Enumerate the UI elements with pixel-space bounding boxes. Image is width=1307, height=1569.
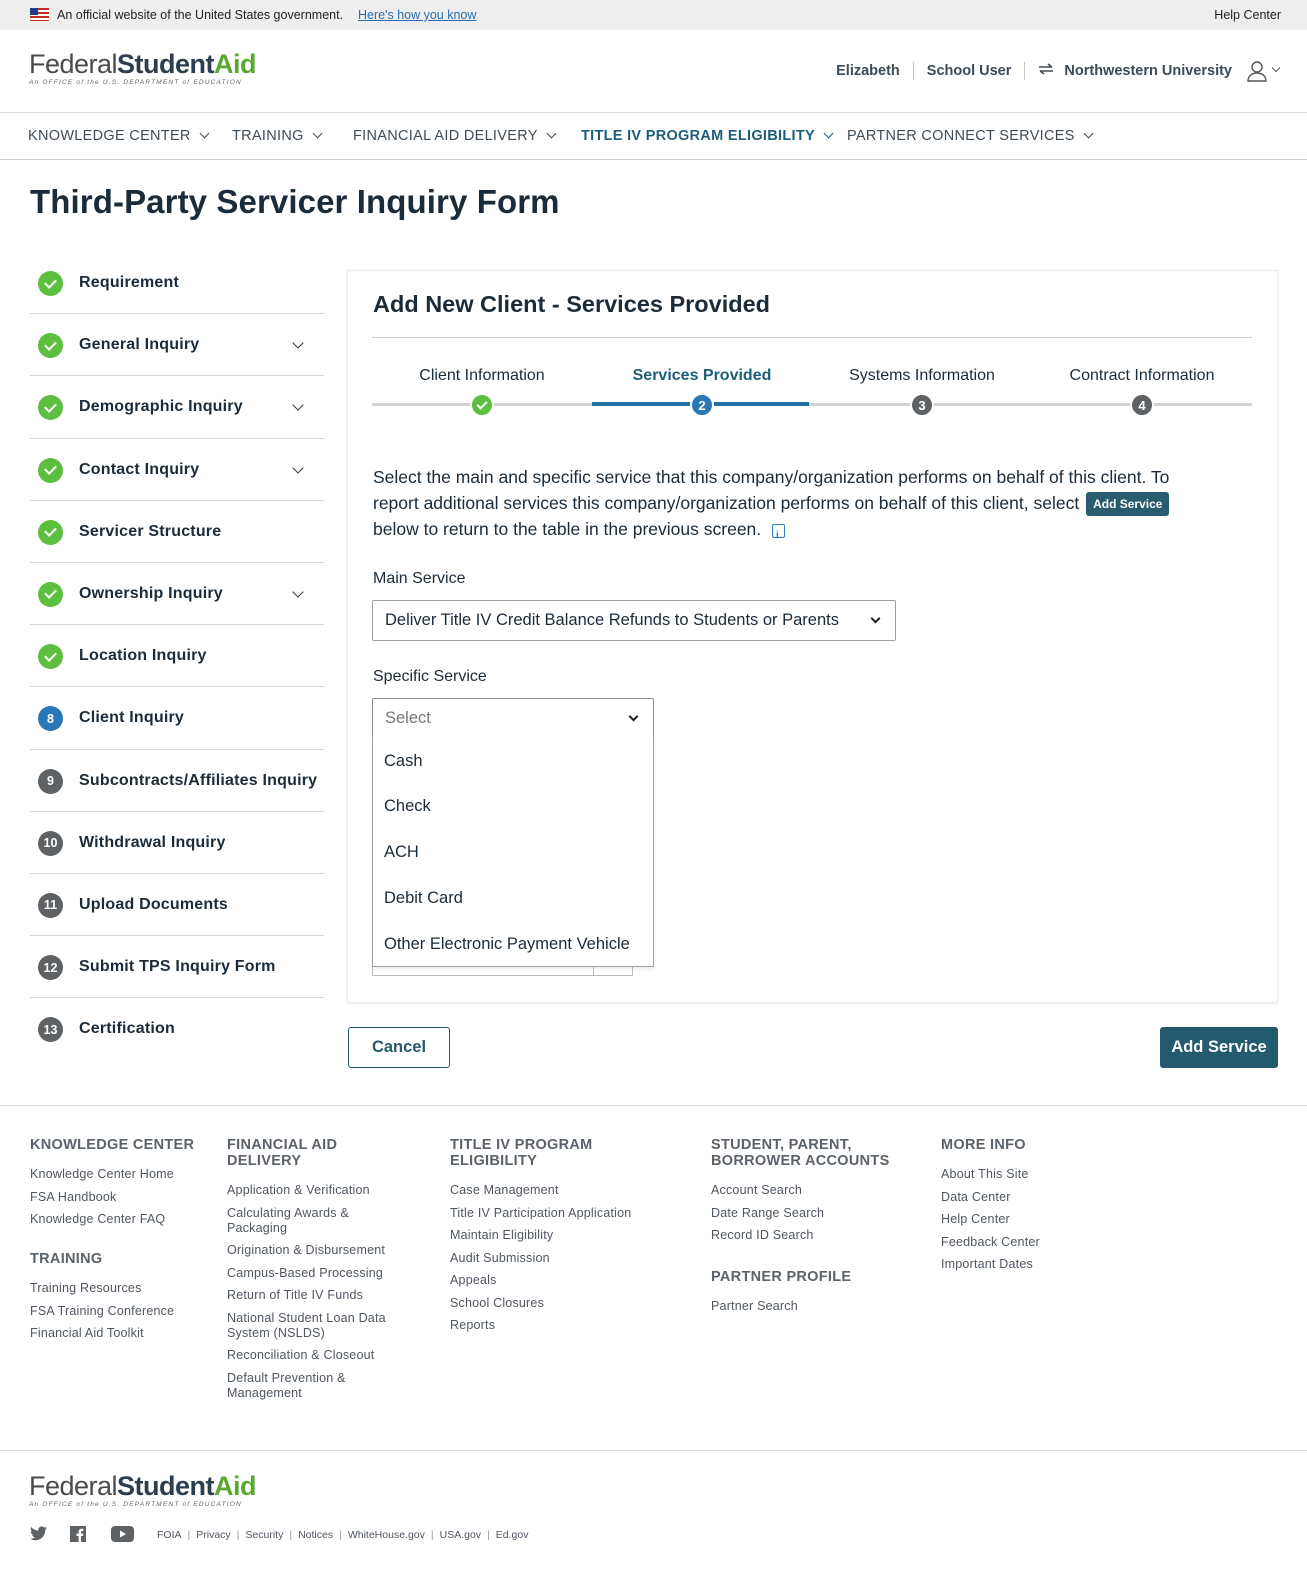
check-circle-icon — [470, 393, 494, 417]
chevron-down-icon[interactable] — [292, 338, 303, 349]
step-label: Upload Documents — [79, 895, 228, 913]
footer-column-training — [30, 1251, 200, 1349]
check-circle-icon — [38, 333, 63, 358]
step-number-badge: 12 — [38, 955, 63, 980]
site-header — [0, 30, 1307, 113]
footer-link[interactable]: Title IV Participation Application — [450, 1205, 632, 1220]
specific-service-select[interactable]: Select — [372, 698, 654, 739]
step-upload-documents[interactable] — [30, 874, 324, 936]
footer-link[interactable]: Reports — [450, 1318, 496, 1332]
step-label: Certification — [79, 1020, 175, 1038]
step-number-badge: 11 — [38, 893, 63, 918]
heres-how-you-know-link[interactable]: Here's how you know — [358, 8, 477, 22]
info-icon[interactable] — [772, 524, 785, 538]
specific-service-dropdown — [372, 737, 654, 967]
progress-steps — [30, 252, 324, 1060]
step-withdrawal-inquiry[interactable] — [30, 812, 324, 874]
nav-partner-connect-services[interactable]: PARTNER CONNECT SERVICES — [847, 128, 1092, 144]
step-label: Requirement — [79, 274, 179, 291]
chevron-down-icon[interactable] — [292, 400, 303, 411]
legal-link[interactable]: WhiteHouse.gov — [347, 1529, 425, 1541]
facebook-icon[interactable] — [70, 1526, 86, 1547]
step-number-badge: 13 — [38, 1017, 63, 1042]
divider — [1024, 62, 1025, 80]
footer-heading: STUDENT, PARENT, BORROWER ACCOUNTS — [711, 1137, 890, 1169]
step-certification[interactable] — [30, 998, 324, 1060]
logo-subtitle: An OFFICE of the U.S. DEPARTMENT of EDUCATION — [29, 79, 242, 86]
divider: | — [236, 1529, 240, 1541]
footer-link[interactable]: Record ID Search — [711, 1228, 814, 1242]
tab-client-information[interactable] — [372, 367, 592, 385]
step-general-inquiry[interactable] — [30, 314, 324, 376]
option-ach[interactable]: ACH — [384, 843, 419, 861]
footer-link[interactable]: Calculating Awards & Packaging — [227, 1205, 349, 1235]
chevron-down-icon — [824, 129, 834, 139]
tab-label: Client Information — [419, 367, 545, 384]
footer-link[interactable]: Training Resources — [30, 1281, 142, 1295]
chevron-down-icon — [199, 129, 209, 139]
footer-heading: TITLE IV PROGRAM ELIGIBILITY — [450, 1137, 593, 1169]
switch-institution-icon[interactable] — [1038, 63, 1054, 79]
user-area — [836, 60, 1279, 82]
tab-label: Systems Information — [849, 367, 995, 384]
footer-link[interactable]: Feedback Center — [941, 1234, 1040, 1249]
main-service-label: Main Service — [373, 570, 466, 587]
check-circle-icon — [38, 395, 63, 420]
tab-label: Services Provided — [632, 367, 772, 384]
footer-link[interactable]: Application & Verification — [227, 1183, 370, 1197]
divider: | — [187, 1529, 191, 1541]
step-label: Demographic Inquiry — [79, 398, 243, 416]
divider: | — [430, 1529, 434, 1541]
main-service-select[interactable]: Deliver Title IV Credit Balance Refunds to Students or Parents — [372, 600, 896, 641]
footer-column-title-iv-program-eligibility — [450, 1137, 650, 1341]
footer-link[interactable]: Date Range Search — [711, 1205, 825, 1220]
footer-link[interactable]: Return of Title IV Funds — [227, 1288, 364, 1302]
check-circle-icon — [38, 582, 63, 607]
footer-link[interactable]: Audit Submission — [450, 1250, 550, 1265]
divider: | — [487, 1529, 490, 1541]
option-other-electronic-payment-vehicle[interactable]: Other Electronic Payment Vehicle — [384, 935, 630, 953]
footer-link[interactable]: Help Center — [941, 1212, 1010, 1226]
step-number-badge: 10 — [38, 831, 63, 856]
footer-link[interactable]: FSA Handbook — [30, 1189, 117, 1204]
step-number-badge: 8 — [38, 706, 63, 731]
logo-federal: Federal — [29, 49, 118, 79]
tab-step-number: 3 — [910, 393, 934, 417]
step-label: General Inquiry — [79, 336, 200, 354]
check-circle-icon — [38, 271, 63, 296]
footer-link[interactable]: About This Site — [941, 1167, 1029, 1181]
check-circle-icon — [38, 520, 63, 545]
footer-link[interactable]: Knowledge Center FAQ — [30, 1212, 166, 1226]
youtube-icon[interactable] — [111, 1526, 134, 1547]
chevron-down-icon — [312, 129, 322, 139]
tab-services-provided[interactable] — [592, 367, 812, 413]
footer-heading: PARTNER PROFILE — [711, 1269, 852, 1285]
step-requirement[interactable] — [30, 252, 324, 314]
add-service-button[interactable]: Add Service — [1160, 1027, 1278, 1068]
step-label: Submit TPS Inquiry Form — [79, 958, 276, 976]
step-demographic-inquiry[interactable] — [30, 376, 324, 438]
step-label: Ownership Inquiry — [79, 584, 223, 602]
step-location-inquiry[interactable] — [30, 625, 324, 687]
footer-link[interactable]: Reconciliation & Closeout — [227, 1348, 375, 1362]
tab-label: Contract Information — [1069, 367, 1215, 384]
step-subcontracts-affiliates-inquiry[interactable] — [30, 750, 324, 812]
step-contact-inquiry[interactable] — [30, 439, 324, 501]
help-center-link[interactable]: Help Center — [1214, 8, 1281, 22]
footer-column-more-info — [941, 1137, 1091, 1280]
legal-link[interactable]: Notices — [298, 1529, 334, 1541]
chevron-down-icon — [1083, 129, 1093, 139]
step-label: Subcontracts/Affiliates Inquiry — [79, 771, 318, 789]
nav-title-iv-program-eligibility[interactable]: TITLE IV PROGRAM ELIGIBILITY — [581, 128, 832, 144]
legal-link[interactable]: Security — [245, 1529, 284, 1541]
divider — [913, 62, 914, 80]
footer-link[interactable]: Important Dates — [941, 1257, 1033, 1271]
footer-link[interactable]: School Closures — [450, 1295, 545, 1310]
divider: | — [339, 1529, 342, 1541]
footer-link[interactable]: Appeals — [450, 1273, 497, 1287]
nav-training[interactable]: TRAINING — [232, 128, 321, 144]
footer-column-financial-aid-delivery — [227, 1137, 407, 1408]
chevron-down-icon — [1272, 64, 1280, 72]
footer-link[interactable]: National Student Loan Data System (NSLDS) — [227, 1310, 386, 1340]
footer-link[interactable]: Maintain Eligibility — [450, 1228, 554, 1242]
specific-service-label: Specific Service — [373, 668, 487, 685]
nav-financial-aid-delivery[interactable]: FINANCIAL AID DELIVERY — [353, 128, 555, 144]
form-card — [348, 271, 1277, 1002]
institution-name[interactable]: Northwestern University — [1064, 63, 1232, 79]
footer-heading: FINANCIAL AID DELIVERY — [227, 1137, 338, 1169]
instructions-text-end: below to return to the table in the previous screen. — [373, 519, 762, 540]
check-circle-icon — [38, 644, 63, 669]
tab-step-number: 2 — [690, 393, 714, 417]
footer-link[interactable]: FSA Training Conference — [30, 1303, 175, 1318]
us-flag-icon — [30, 8, 49, 21]
user-menu-button[interactable] — [1246, 60, 1279, 82]
twitter-icon[interactable] — [30, 1526, 47, 1546]
gov-banner-text: An official website of the United States government. — [57, 8, 344, 22]
chevron-down-icon — [871, 614, 881, 624]
chevron-down-icon — [629, 712, 639, 722]
tab-step-number: 4 — [1130, 393, 1154, 417]
divider: | — [289, 1529, 293, 1541]
footer-link[interactable]: Knowledge Center Home — [30, 1167, 174, 1181]
chevron-down-icon — [546, 129, 556, 139]
footer-column-partner-profile — [711, 1269, 891, 1322]
logo-aid: Aid — [214, 49, 257, 79]
chevron-down-icon[interactable] — [292, 462, 303, 473]
logo-student: Student — [117, 49, 215, 79]
chevron-down-icon[interactable] — [292, 586, 303, 597]
card-title: Add New Client - Services Provided — [373, 291, 770, 317]
nav-knowledge-center[interactable]: KNOWLEDGE CENTER — [28, 128, 208, 144]
step-submit-tps-inquiry-form[interactable] — [30, 936, 324, 998]
instructions-text: Select the main and specific service that this company/organization performs on behalf of this client. To report additional services this company/organization performs on behalf of this client, select — [373, 467, 1170, 513]
step-label: Withdrawal Inquiry — [79, 833, 226, 851]
page-title: Third-Party Servicer Inquiry Form — [30, 183, 560, 220]
user-name[interactable]: Elizabeth — [836, 63, 900, 79]
inline-add-service-button[interactable]: Add Service — [1086, 492, 1169, 516]
step-number-badge: 9 — [38, 769, 63, 794]
footer-link[interactable]: Default Prevention & Management — [227, 1370, 346, 1400]
tabs-track — [372, 403, 1252, 406]
legal-links — [157, 1529, 529, 1541]
footer-link[interactable]: Data Center — [941, 1189, 1011, 1204]
step-client-inquiry[interactable] — [30, 687, 324, 749]
footer-link[interactable]: Account Search — [711, 1183, 803, 1197]
user-icon — [1246, 60, 1268, 82]
step-label: Contact Inquiry — [79, 460, 200, 478]
footer-link[interactable]: Origination & Disbursement — [227, 1243, 386, 1257]
footer-link[interactable]: Campus-Based Processing — [227, 1265, 384, 1280]
step-label: Servicer Structure — [79, 522, 222, 540]
footer-fsa-logo[interactable]: FederalStudentAid An OFFICE of the U.S. DEPARTMENT of EDUCATION — [29, 1471, 257, 1508]
divider — [372, 337, 1252, 338]
option-check[interactable]: Check — [384, 797, 431, 815]
tab-systems-information[interactable] — [812, 367, 1032, 413]
footer-divider — [0, 1450, 1307, 1451]
footer-heading: TRAINING — [30, 1251, 103, 1267]
footer-link[interactable]: Partner Search — [711, 1299, 798, 1313]
option-debit-card[interactable]: Debit Card — [384, 889, 463, 907]
footer-link[interactable]: Financial Aid Toolkit — [30, 1326, 144, 1340]
footer-divider — [0, 1105, 1307, 1106]
step-servicer-structure[interactable] — [30, 501, 324, 563]
sub-step-tabs — [372, 367, 1252, 417]
legal-link[interactable]: Ed.gov — [495, 1529, 529, 1541]
cancel-button[interactable]: Cancel — [348, 1027, 450, 1068]
step-ownership-inquiry[interactable] — [30, 563, 324, 625]
gov-banner — [0, 0, 1307, 30]
option-cash[interactable]: Cash — [384, 752, 423, 770]
step-label: Location Inquiry — [79, 647, 207, 665]
user-role[interactable]: School User — [926, 63, 1012, 79]
legal-link[interactable]: Privacy — [196, 1529, 231, 1541]
footer-column-student-parent-borrower-accounts — [711, 1137, 891, 1251]
fsa-logo[interactable] — [29, 50, 256, 86]
legal-link[interactable]: FOIA — [157, 1529, 182, 1541]
check-circle-icon — [38, 458, 63, 483]
footer-column-knowledge-center — [30, 1137, 200, 1235]
footer-heading: KNOWLEDGE CENTER — [30, 1137, 195, 1153]
tab-contract-information[interactable] — [1032, 367, 1252, 413]
step-label: Client Inquiry — [79, 709, 185, 727]
footer-heading: MORE INFO — [941, 1137, 1026, 1153]
footer-link[interactable]: Case Management — [450, 1183, 559, 1197]
legal-link[interactable]: USA.gov — [439, 1529, 482, 1541]
main-nav — [0, 113, 1307, 160]
instructions — [373, 464, 1213, 542]
